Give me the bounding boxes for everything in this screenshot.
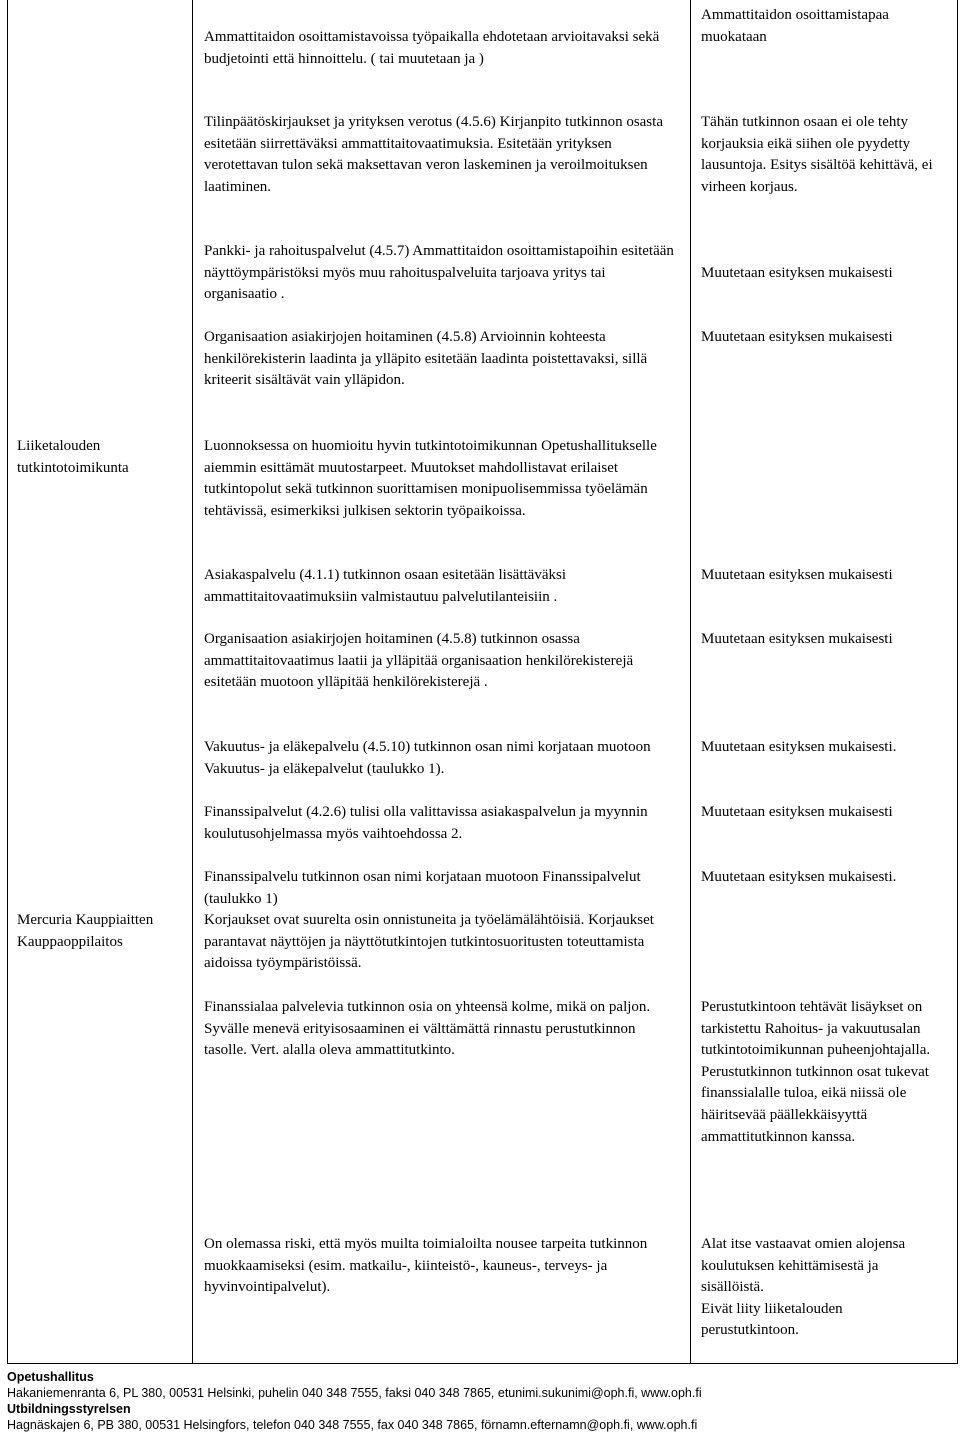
- row-6-middle: [204, 629, 682, 694]
- row-8-middle-text: Finanssipalvelut (4.2.6) tulisi olla valittavissa asiakaspalvelun ja myynnin koulutusohjelmassa myös vaihtoehdossa 2.: [204, 804, 648, 842]
- row-3-middle-text: Organisaation asiakirjojen hoitaminen (4.5.8) Arvioinnin kohteesta henkilörekisterin laadinta ja ylläpito esitetään laadinta poistettavaksi, sillä kriteerit sisältävät vain ylläpidon.: [204, 329, 648, 389]
- row-11-right-text-2: Eivät liity liiketalouden perustutkintoon.: [701, 1300, 843, 1339]
- footer-org-sv: Utbildningsstyrelsen: [7, 1402, 131, 1416]
- row-1-middle-text: Tilinpäätöskirjaukset ja yrityksen verotus (4.5.6) Kirjanpito tutkinnon osasta esitetään siirrettäväksi ammattitaitovaatimuksia. Esitetään yrityksen verotettavan tulon sekä maksettavan veron laskeminen ja veroilmoituksen laatiminen.: [204, 114, 663, 195]
- row-3-right: [701, 327, 947, 349]
- row-1-right: [701, 112, 947, 198]
- row-2-right-text: Muutetaan esityksen mukaisesti: [701, 265, 893, 281]
- row-9-right: [701, 867, 947, 889]
- row-8-right-text: Muutetaan esityksen mukaisesti: [701, 804, 893, 820]
- row-0-right-text: Ammattitaidon osoittamistapaa muokataan: [701, 7, 889, 45]
- row-10-right-text-2: Perustutkinnon tutkinnon osat tukevat finanssialalle tuloa, eikä niissä ole häiritsevää päällekkäisyyttä ammattitutkinnon kanssa.: [701, 1063, 929, 1145]
- row-10-middle-text: Finanssialaa palvelevia tutkinnon osia on yhteensä kolme, mikä on paljon. Syvälle menevä erityisosaaminen ei välttämättä rinnastu perustutkinnon tasolle. Vert. alalla oleva ammattitutkinto.: [204, 999, 651, 1059]
- row-10-right: [701, 997, 937, 1148]
- row-4-category: [17, 436, 187, 479]
- row-9-middle: [204, 867, 682, 975]
- row-5-middle-text: Asiakaspalvelu (4.1.1) tutkinnon osaan esitetään lisättäväksi ammattitaitovaatimuksiin valmistautuu palvelutilanteisiin .: [204, 567, 566, 605]
- row-4-middle-text: Luonnoksessa on huomioitu hyvin tutkintotoimikunnan Opetushallitukselle aiemmin esittämät muutostarpeet. Muutokset mahdollistavat erilaiset tutkintopolut sekä tutkinnon suorittamisen monipuolisemmissa työelämän tehtävissä, esimerkiksi julkisen sektorin työpaikoissa.: [204, 438, 657, 519]
- footer-address-sv: Hagnäskajen 6, PB 380, 00531 Helsingfors, telefon 040 348 7555, fax 040 348 7865, förnamn.efternamn@oph.fi, www.oph.fi: [7, 1418, 698, 1432]
- table-border-left: [7, 0, 8, 1363]
- table-border-right: [957, 0, 958, 1363]
- row-3-middle: [204, 327, 682, 392]
- row-3-right-text: Muutetaan esityksen mukaisesti: [701, 329, 893, 345]
- row-7-right-text: Muutetaan esityksen mukaisesti.: [701, 739, 897, 755]
- row-5-right: [701, 565, 947, 587]
- row-0-right: [701, 5, 947, 48]
- row-9-category-text: Mercuria Kauppiaitten Kauppaoppilaitos: [17, 912, 154, 950]
- row-7-right: [701, 737, 947, 759]
- row-0-middle: [204, 27, 682, 70]
- row-6-right-text: Muutetaan esityksen mukaisesti: [701, 631, 893, 647]
- table-divider-2: [690, 0, 691, 1363]
- row-9-middle-text-1: Finanssipalvelu tutkinnon osan nimi korjataan muotoon Finanssipalvelut (taulukko 1): [204, 869, 641, 907]
- row-2-middle-text: Pankki- ja rahoituspalvelut (4.5.7) Ammattitaidon osoittamistapoihin esitetään näyttöympäristöksi myös muu rahoituspalveluita tarjoava yritys tai organisaatio .: [204, 243, 674, 303]
- row-8-right: [701, 802, 947, 824]
- row-11-right: [701, 1234, 911, 1342]
- row-1-right-text: Tähän tutkinnon osaan ei ole tehty korjauksia eikä siihen ole pyydetty lausuntoja. Esitys sisältöä kehittävä, ei virheen korjaus.: [701, 114, 933, 195]
- row-10-right-text-1: Perustutkintoon tehtävät lisäykset on tarkistettu Rahoitus- ja vakuutusalan tutkintotoimikunnan puheenjohtajalla.: [701, 999, 931, 1059]
- table-divider-1: [192, 0, 193, 1363]
- row-9-middle-text-2: Korjaukset ovat suurelta osin onnistuneita ja työelämälähtöisiä. Korjaukset parantavat näyttöjen ja näyttötutkintojen tutkintosuoritusten toteuttamista aidoissa työympäristöissä.: [204, 912, 654, 972]
- row-6-middle-text: Organisaation asiakirjojen hoitaminen (4.5.8) tutkinnon osassa ammattitaitovaatimus laatii ja ylläpitää organisaation henkilörekisterejä esitetään muotoon ylläpitää henkilörekisterejä .: [204, 631, 634, 691]
- row-5-right-text: Muutetaan esityksen mukaisesti: [701, 567, 893, 583]
- row-9-category: [17, 910, 187, 953]
- row-0-middle-text: Ammattitaidon osoittamistavoissa työpaikalla ehdotetaan arvioitavaksi sekä budjetointi että hinnoittelu. ( tai muutetaan ja ): [204, 29, 660, 67]
- row-7-middle-text: Vakuutus- ja eläkepalvelu (4.5.10) tutkinnon osan nimi korjataan muotoon Vakuutus- ja eläkepalvelut (taulukko 1).: [204, 739, 651, 777]
- footer-address-fi: Hakaniemenranta 6, PL 380, 00531 Helsinki, puhelin 040 348 7555, faksi 040 348 7865, etunimi.sukunimi@oph.fi, www.oph.fi: [7, 1386, 702, 1400]
- row-1-middle: [204, 112, 682, 198]
- row-5-middle: [204, 565, 682, 608]
- footer: [7, 1369, 702, 1433]
- row-4-middle: [204, 436, 682, 522]
- row-9-right-text: Muutetaan esityksen mukaisesti.: [701, 869, 897, 885]
- row-10-middle: [204, 997, 682, 1062]
- footer-org-fi: Opetushallitus: [7, 1370, 94, 1384]
- row-2-middle: [204, 241, 682, 306]
- row-11-middle-text: On olemassa riski, että myös muilta toimialoilta nousee tarpeita tutkinnon muokkaamiseksi (esim. matkailu-, kiinteistö-, kauneus-, terveys- ja hyvinvointipalvelut).: [204, 1236, 648, 1296]
- row-11-right-text-1: Alat itse vastaavat omien alojensa koulutuksen kehittämisestä ja sisällöistä.: [701, 1236, 906, 1296]
- row-8-middle: [204, 802, 682, 845]
- row-2-right: [701, 263, 947, 285]
- row-4-category-text: Liiketalouden tutkintotoimikunta: [17, 438, 129, 476]
- row-11-middle: [204, 1234, 682, 1299]
- row-6-right: [701, 629, 947, 651]
- table-border-bottom: [7, 1363, 958, 1364]
- row-7-middle: [204, 737, 682, 780]
